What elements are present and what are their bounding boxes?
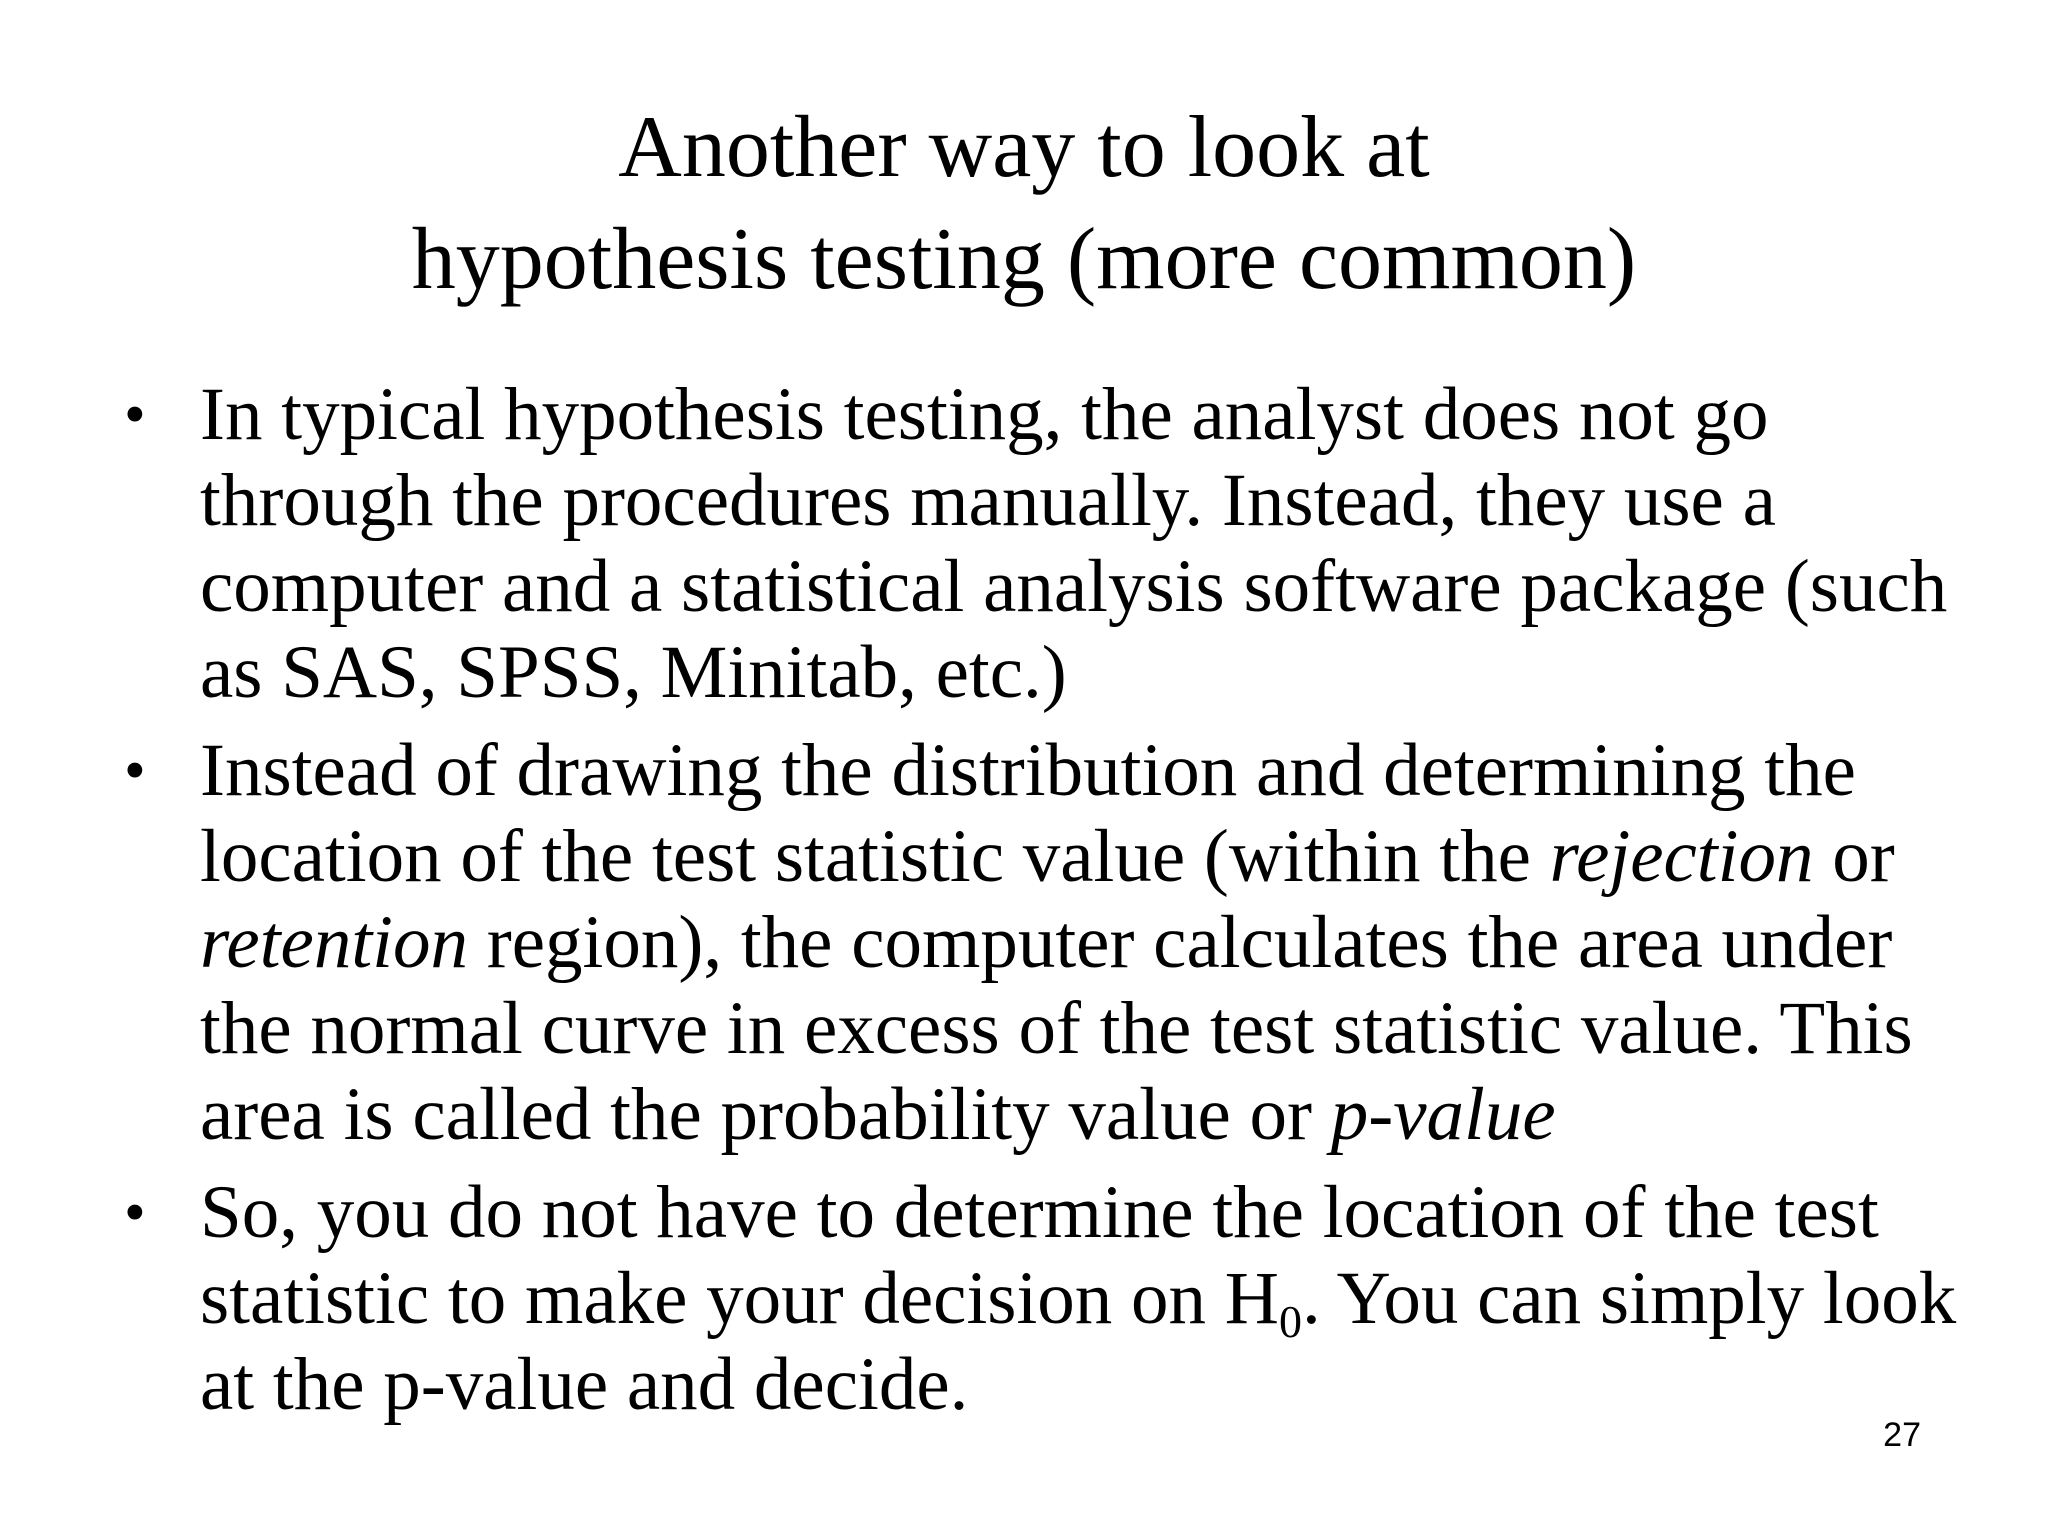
bullet-3-text-part-2: . You can simply look at the p-value and decide. [200,1257,1957,1426]
bullet-item-3 [0,1170,1960,1428]
slide-title [0,92,2048,316]
bullet-dot-icon: • [124,737,146,805]
bullet-list [0,372,2048,1428]
slide-title-line-2: hypothesis testing (more common) [411,211,1637,308]
bullet-2-emphasis-retention: retention [200,901,468,984]
bullet-2-text-part-1: Instead of drawing the distribution and determining the location of the test statistic value (within the [200,729,1856,898]
bullet-dot-icon: • [124,1179,146,1247]
page-number: 27 [1883,1416,1921,1454]
slide-title-line-1: Another way to look at [618,99,1430,196]
bullet-text-1: In typical hypothesis testing, the analyst does not go through the procedures manually. Instead, they use a computer and a statistical analysis software package (such as SAS, SPSS, Minitab, etc.) [200,373,1948,714]
bullet-text-3 [200,1171,1956,1426]
bullet-dot-icon: • [124,381,146,449]
bullet-2-text-part-2: or [1813,815,1895,898]
bullet-2-emphasis-p-value: p-value [1330,1073,1556,1156]
bullet-2-text-part-3: region), the computer calculates the area under the normal curve in excess of the test statistic value. This area is called the probability value or [200,901,1913,1156]
h0-subscript: 0 [1278,1296,1302,1347]
bullet-text-2 [200,729,1913,1156]
bullet-2-emphasis-rejection: rejection [1549,815,1814,898]
bullet-item-2 [0,728,1960,1158]
bullet-3-text-part-1: So, you do not have to determine the location of the test statistic to make your decision on H [200,1171,1879,1340]
bullet-item-1 [0,372,1960,716]
